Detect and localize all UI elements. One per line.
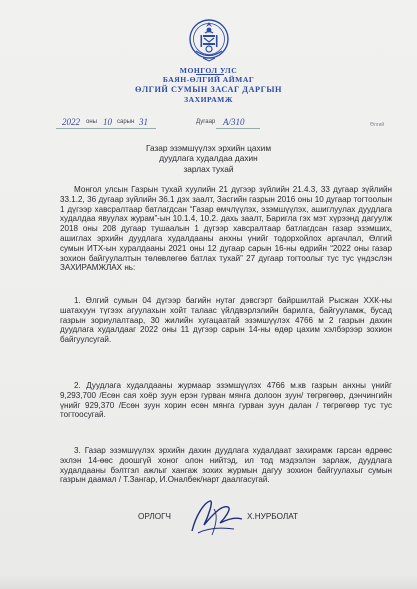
header-governor: ӨЛГИЙ СУМЫН ЗАСАГ ДАРГЫН	[135, 85, 282, 94]
clause-1-paragraph: 1. Өлгий сумын 04 дүгээр багийн нутаг дэвсгэрт байршилтай Рысжан ХХК-ны шатахуун түгээх агуулахын хойт талаас үйлдвэрлэлийн барилга, байгууламж, бусад газрын зориулалтаар, 30 жилийн хугацаатай эзэмшүүлэх 4766 м 2 газрын дахин дуудлага худалдааг 2022 оны 11 дүгээр сарын 14-ны өдөр цахим хэлбэрээр зохион байгуулсугай.	[60, 296, 392, 345]
scan-shadow	[0, 575, 417, 589]
date-month-suffix: сарын	[117, 119, 135, 125]
signatory-name: Х.НУРБОЛАТ	[247, 512, 299, 521]
clause-3-paragraph: 3. Газар эзэмшүүлэх эрхийн дахин дуудлага худалдаат захирамж гарсан өдрөөс эхлэн 14-өөс доошгүй хоног олон нийтэд, ил тод мэдээлэн зарлаж, дуудлага худалдааны бэлтгэл ажлыг хангаж зохих журмын дагуу зохион байгуулахыг сумын газрын даамал / Т.Зангар, И.Оналбек/нарт даалгасугай.	[60, 446, 392, 485]
number-prefix: Дугаар	[196, 119, 216, 125]
date-day: 31	[139, 117, 148, 127]
header-province: БАЯН-ӨЛГИЙ АЙМАГ	[162, 75, 255, 84]
soyombo-emblem-icon	[188, 17, 230, 63]
preamble-paragraph: Монгол улсын Газрын тухай хуулийн 21 дүгээр зүйлийн 21.4.3, 33 дугаар зүйлийн 33.1.2, 36 дугаар зүйлийн 36.1 дэх заалт, Засгийн газрын 2016 оны 10 дугаар тогтоолын 1 дүгээр хавсралтаар батлагдсан “Газар өмчлүүлэх, эзэмшүүлэх, ашиглуулах дуудлага худалдаа явуулах журам”-ын 10.1.4, 10.2. дахь заалт, Баригла гэх мэт хүрээнд дагуулж 2018 оны 208 дугаар тушаалын 1 дүгээр хавсралтаар батлагдсан газар эзэмших, ашиглах эрхийн дуудлага худалдааны анхны үнийг тодорхойлох аргачлал, Өлгий сумын ИТХ-ын хуралдааны 2021 оны 12 дугаар сарын 16-ны өдрийн “2022 оны газар зохион байгуулалтын төлөвлөгөө батлах тухай” 27 дугаар тогтоолыг тус тус үндэслэн ЗАХИРАМЖЛАХ нь:	[60, 185, 392, 273]
header-doc-type: ЗАХИРАМЖ	[184, 95, 233, 104]
date-year: 2022	[62, 117, 80, 127]
title-line-2: дуудлага худалдаа дахин	[159, 153, 258, 164]
clause-2-paragraph: 2. Дуудлага худалдааны журмаар эзэмшүүлэх 4766 м.кв газрын анхны үнийг 9,293,700 /Есөн сая хоёр зуун ерэн гурван мянга долоон зуун/ төгрөгөөр, дэнчингийн үнийг 929,370 /Есөн зуун хорин есөн мянга гурван зуун далан / төгрөгөөр тус тус тогтоосугай.	[60, 381, 392, 420]
number-underline	[216, 128, 260, 129]
decree-number: А/310	[223, 117, 245, 127]
signatory-title: ОРЛОГЧ	[138, 512, 172, 521]
decree-title	[0, 143, 417, 174]
handwritten-signature	[184, 495, 246, 539]
date-month: 10	[103, 117, 112, 127]
header-country: МОНГОЛ УЛС	[179, 66, 238, 75]
title-line-1: Газар эзэмшүүлэх эрхийн цахим	[145, 143, 272, 153]
title-line-3: зарлах тухай	[183, 163, 234, 174]
place-label: Өлгий	[370, 122, 385, 128]
date-year-suffix: оны	[86, 119, 97, 125]
date-underline	[56, 128, 156, 129]
